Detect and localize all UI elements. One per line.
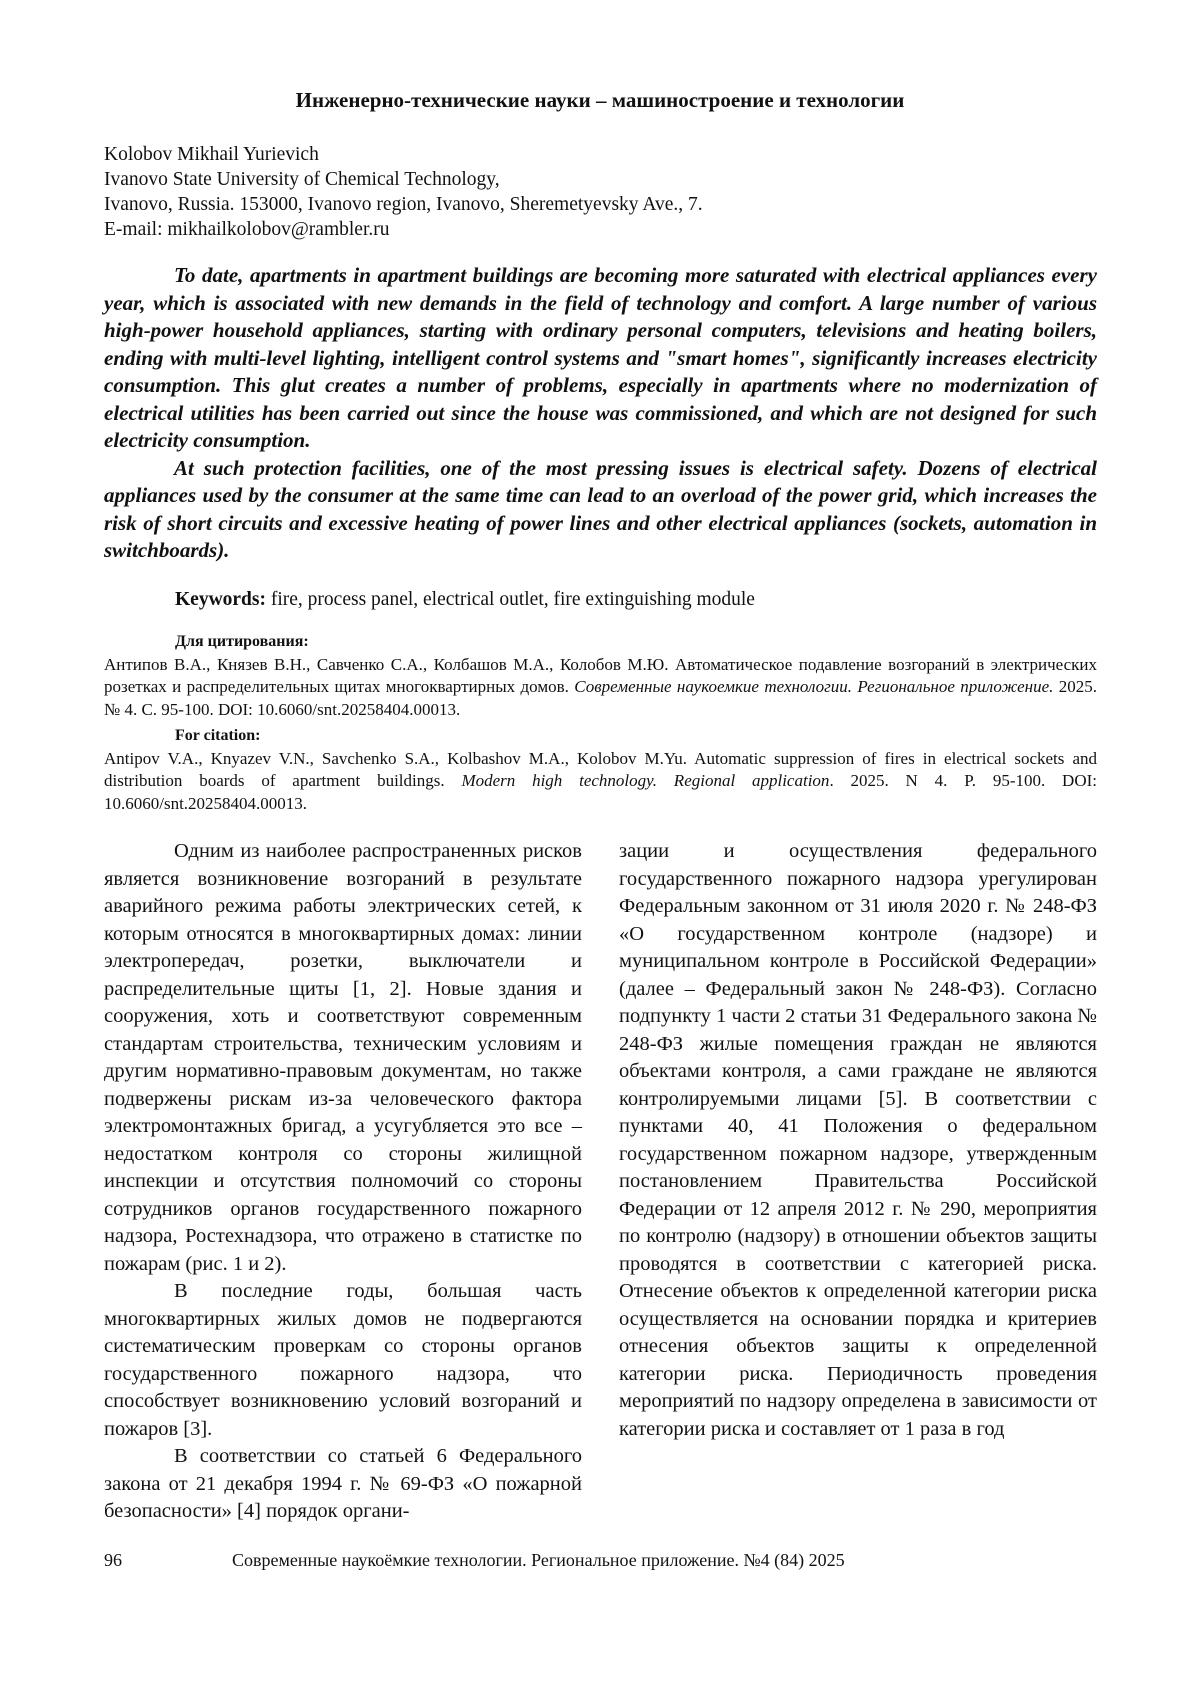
citation-ru-text: Антипов В.А., Князев В.Н., Савченко С.А., Колбашов М.А., Колобов М.Ю. Автоматическое подавление возгораний в электрических розетках и распределительных щитах многоквартирных домов. [104,654,1097,696]
body-paragraph: зации и осуществления федерального государственного пожарного надзора урегулирован Федеральным законном от 31 июля 2020 г. № 248-ФЗ «О государственном контроле (надзоре) и муниципальном контроле в Российской Федерации» (далее – Федеральный закон № 248-ФЗ). Согласно подпункту 1 части 2 статьи 31 Федерального закона № 248-ФЗ жилые помещения граждан не являются объектами контроля, а сами граждане не являются контролируемыми лицами [5]. В соответствии с пунктами 40, 41 Положения о федеральном государственном пожарном надзоре, утвержденным постановлением Правительства Российской Федерации от 12 апреля 2012 г. № 290, мероприятия по контролю (надзору) в отношении объектов защиты проводятся в соответствии с категорией риска. Отнесение объектов к определенной категории риска осуществляется на основании порядка и критериев отнесения объектов защиты к определенной категории риска. Периодичность проведения мероприятий по надзору определена в зависимости от категории риска и составляет от 1 раза в год [619,840,1097,1440]
body-column-left [104,838,582,1526]
body-paragraph: В последние годы, большая часть многоквартирных жилых домов не подвергаются систематическим проверкам со стороны органов государственного пожарного надзора, что способствует возникновению условий возгораний и пожаров [3]. [104,1280,582,1440]
section-title: Инженерно-технические науки – машиностроение и технологии [295,88,905,112]
author-email: E-mail: mikhailkolobov@rambler.ru [104,219,390,240]
citation-ru-journal: Современные наукоемкие технологии. Региональное приложение. [574,677,1054,696]
abstract-paragraph: At such protection facilities, one of the most pressing issues is electrical safety. Dozens of electrical appliances used by the consumer at the same time can lead to an overload of the power grid, which increases the risk of short circuits and excessive heating of power lines and other electrical appliances (sockets, automation in switchboards). [104,455,1097,562]
body-paragraph: В соответствии со статьей 6 Федерального закона от 21 декабря 1994 г. № 69-ФЗ «О пожарной безопасности» [4] порядок органи- [104,1445,582,1522]
abstract [104,262,1097,565]
keywords-label: Keywords: [175,589,266,610]
page-number: 96 [104,1550,122,1570]
author-name: Kolobov Mikhail Yurievich [104,144,319,165]
citation-en-journal: Modern high technology. Regional application [461,771,830,790]
keywords-text: fire, process panel, electrical outlet, fire extinguishing module [266,589,755,610]
citation-en-label: For citation: [175,727,261,744]
citation-ru [104,631,1097,721]
citation-en [104,725,1097,815]
citation-en-tail: . 2025. N 4. P. 95-100. DOI: 10.6060/snt.20258404.00013. [104,771,1097,813]
author-affiliation: Ivanovo State University of Chemical Technology, [104,169,500,190]
citation-ru-label: Для цитирования: [175,633,309,650]
author-address: Ivanovo, Russia. 153000, Ivanovo region, Ivanovo, Sheremetyevsky Ave., 7. [104,194,703,215]
citation-ru-tail: 2025. № 4. С. 95-100. DOI: 10.6060/snt.20258404.00013. [104,677,1097,719]
body-column-right [619,838,1097,1443]
abstract-paragraph: To date, apartments in apartment buildings are becoming more saturated with electrical appliances every year, which is associated with new demands in the field of technology and comfort. A large number of various high-power household appliances, starting with ordinary personal computers, televisions and heating boilers, ending with multi-level lighting, intelligent control systems and "smart homes", significantly increases electricity consumption. This glut creates a number of problems, especially in apartments where no modernization of electrical utilities has been carried out since the house was commissioned, and which are not designed for such electricity consumption. [104,263,1097,452]
keywords [175,589,755,611]
author-block [104,142,703,242]
body-paragraph: Одним из наиболее распространенных рисков является возникновение возгораний в результате аварийного режима работы электрических сетей, к которым относятся в многоквартирных домах: линии электропередач, розетки, выключатели и распределительные щиты [1, 2]. Новые здания и сооружения, хоть и соответствуют современным стандартам строительства, техническим условиям и другим нормативно-правовым документам, но также подвержены рискам из-за человеческого фактора электромонтажных бригад, а усугубляется это все – недостатком контроля со стороны жилищной инспекции и отсутствия полномочий со стороны сотрудников органов государственного пожарного надзора, Ростехнадзора, что отражено в статистке по пожарам (рис. 1 и 2). [104,840,582,1275]
footer-journal: Современные наукоёмкие технологии. Региональное приложение. №4 (84) 2025 [232,1550,845,1570]
citation-en-text: Antipov V.A., Knyazev V.N., Savchenko S.A., Kolbashov M.A., Kolobov M.Yu. Automatic suppression of fires in electrical sockets and distribution boards of apartment buildings. [104,748,1097,790]
